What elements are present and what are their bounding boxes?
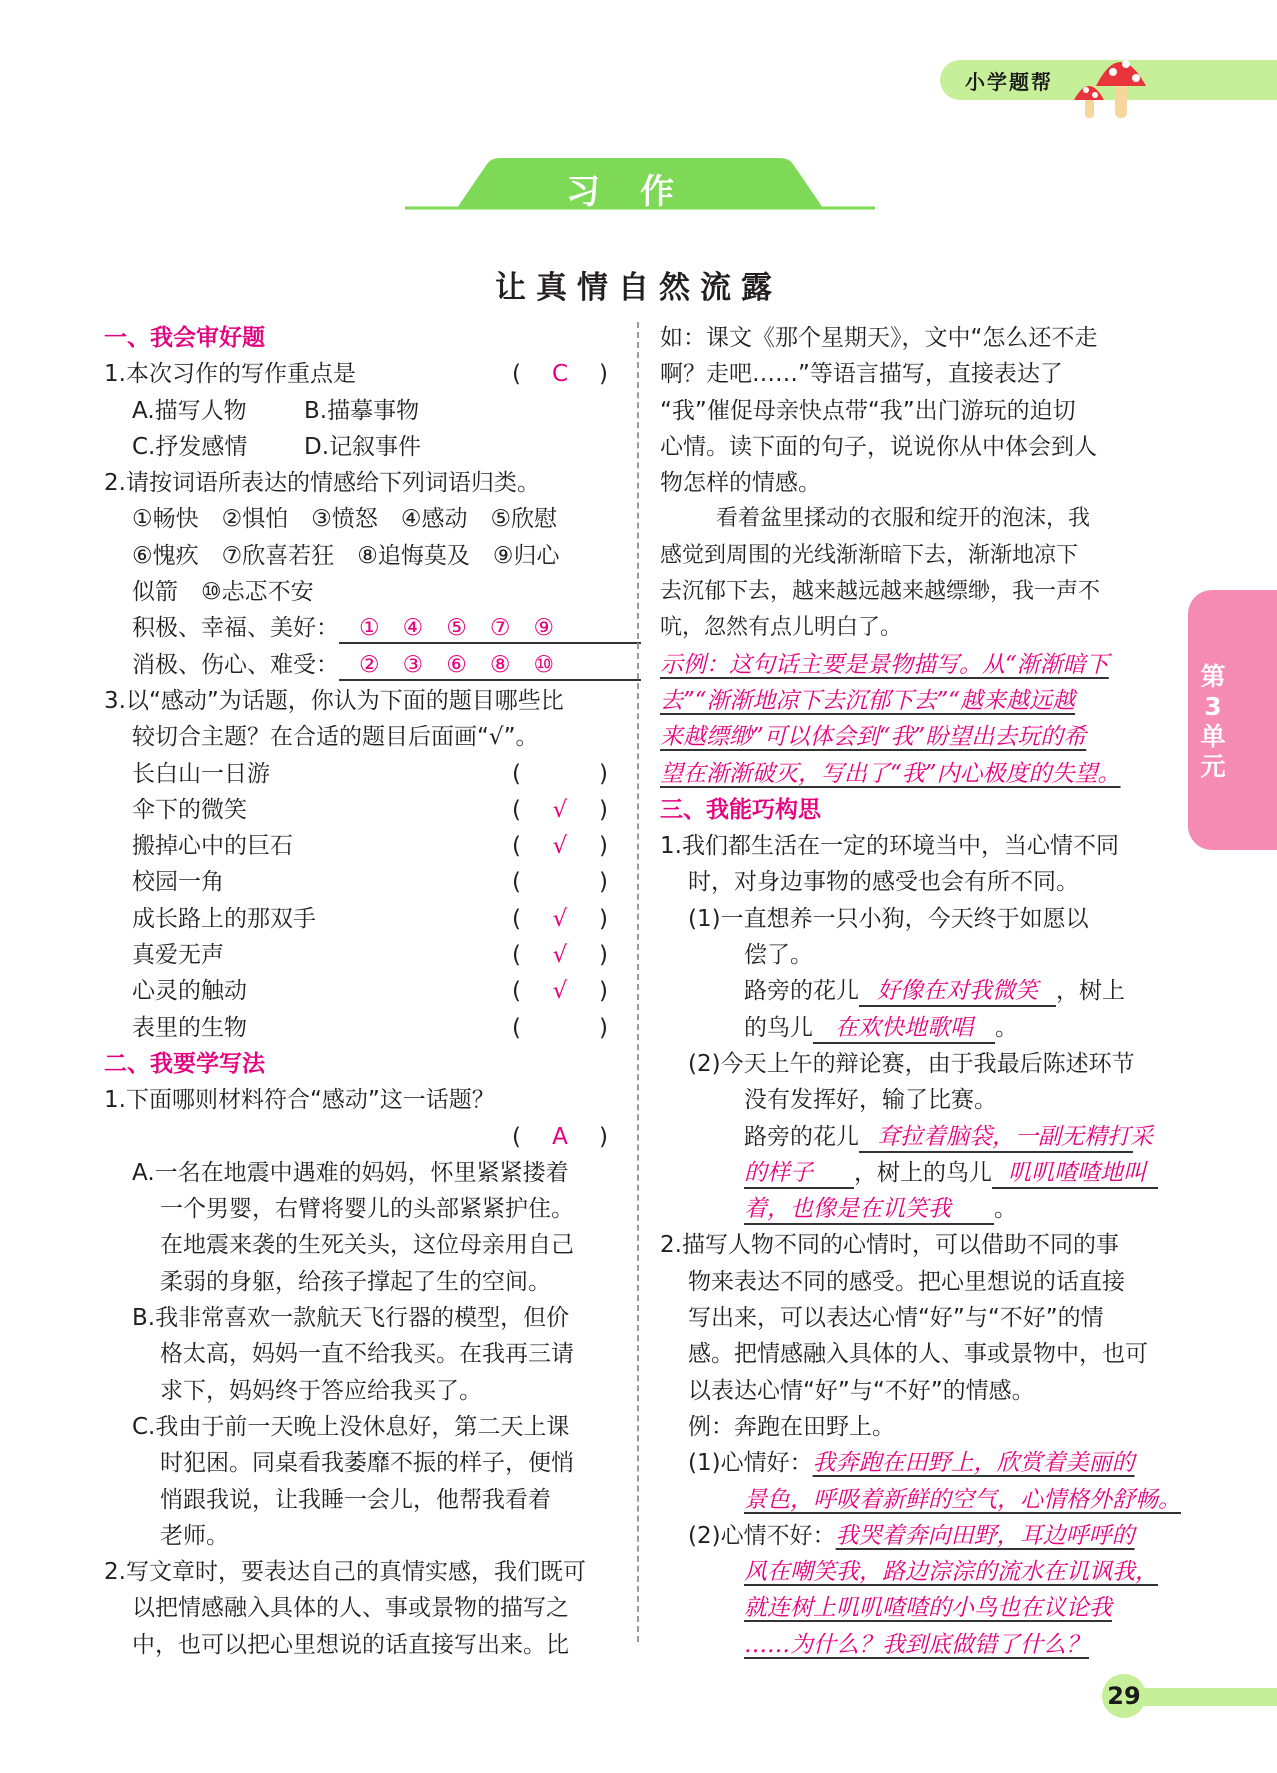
option-text-line: B.我非常喜欢一款航天飞行器的模型，但价 [132,1305,570,1332]
option-text-line: 悄跟我说，让我睡一会儿，他帮我看着 [160,1486,551,1513]
continued-text [660,320,1170,501]
unit-tab-char: 3 [1204,692,1222,721]
text-fragment: 。 [995,1014,1018,1041]
good-mood-label: (1)心情好： [688,1450,813,1477]
positive-label: 积极、幸福、美好： [132,615,339,642]
answer-blank: 在欢快地歌唱 [813,1014,995,1044]
good-mood-answer: 景色，呼吸着新鲜的空气，心情格外舒畅。 [744,1486,1181,1513]
topic-item [104,792,614,828]
section-heading: 一、我会审好题 [104,325,265,351]
option-c-block [104,1409,614,1554]
answer-paren: ( √ ) [512,901,608,937]
scenario-text-line: 偿了。 [744,942,813,969]
quote-line: 看着盆里揉动的衣服和绽开的泡沫，我 [716,506,1091,532]
answer-paren: ( √ ) [512,973,608,1009]
question-text-line: 2.写文章时，要表达自己的真情实感，我们既可 [104,1559,586,1586]
option-d: D.记叙事件 [304,433,422,460]
answer-paren: ( A ) [512,1119,608,1155]
answer-line: 望在渐渐破灭，写出了“我”内心极度的失望。 [660,760,1121,787]
bad-mood-answer [660,1627,1170,1663]
good-mood-answer: 我奔跑在田野上，欣赏着美丽的 [812,1450,1135,1477]
options-row [104,393,614,429]
topic-item [104,1010,614,1046]
topic-item [104,756,614,792]
question-text-line: 时，对身边事物的感受也会有所不同。 [688,869,1079,896]
example-line: 例：奔跑在田野上。 [688,1413,895,1440]
question-text-line: 2.描写人物不同的心情时，可以借助不同的事 [660,1232,1119,1259]
check-mark [521,1010,599,1046]
check-mark: √ [552,978,568,1005]
text-fragment: 路旁的花儿 [744,1123,859,1150]
text-fragment: 路旁的花儿 [744,978,859,1005]
question-7 [660,1227,1170,1408]
topic-label: 校园一角 [132,869,224,896]
scenario-1-answer-line [660,973,1170,1009]
question-2: 2.请按词语所表达的情感给下列词语归类。 [104,470,540,497]
check-mark [521,864,599,900]
topic-label: 表里的生物 [132,1014,247,1041]
topic-item [104,828,614,864]
scenario-text-line: 没有发挥好，输了比赛。 [744,1087,997,1114]
positive-row [104,610,614,646]
answer-line: 去”“渐渐地凉下去沉郁下去”“越来越远越 [660,687,1076,714]
right-column [660,320,1181,1663]
page-title: 习作 [566,172,714,212]
option-text-line: A.一名在地震中遇难的妈妈，怀里紧紧搂着 [132,1159,569,1186]
section-heading: 二、我要学写法 [104,1050,265,1077]
answer-blank: 的样子 [744,1159,854,1189]
answer-paren: ( C ) [512,356,608,392]
bad-mood-answer [660,1590,1170,1626]
negative-label: 消极、伤心、难受： [132,651,339,678]
check-mark: √ [552,905,568,932]
answer-paren: ( ) [512,864,608,900]
question-text-line: 以把情感融入具体的人、事或景物的描写之 [132,1595,569,1622]
quoted-passage [660,501,1170,646]
topic-label: 伞下的微笑 [132,796,247,823]
answer-paren: ( √ ) [512,937,608,973]
negative-row [104,647,614,683]
left-column [104,320,614,1663]
unit-tab-char: 单 [1200,722,1226,751]
positive-answer: ① ④ ⑤ ⑦ ⑨ [339,614,641,644]
check-mark: √ [552,796,568,823]
bad-mood-answer: 我哭着奔向田野，耳边呼呼的 [835,1522,1135,1549]
topic-item [104,864,614,900]
word-list-line: ⑥愧疚 ⑦欣喜若狂 ⑧追悔莫及 ⑨归心 [132,542,560,569]
topic-list [104,756,614,1046]
scenario-2 [660,1046,1170,1119]
text-fragment: ，树上 [1056,978,1125,1005]
bad-mood-answer [660,1554,1170,1590]
option-b-block [104,1300,614,1409]
option-text-line: 求下，妈妈终于答应给我买了。 [160,1377,482,1404]
question-3: 3.以“感动”为话题，你认为下面的题目哪些比 [104,687,564,714]
option-b: B.描摹事物 [304,397,420,424]
answer-paren: ( √ ) [512,792,608,828]
check-mark: √ [552,833,568,860]
unit-tab-label [1198,662,1228,782]
scenario-2-answer-line [660,1155,1170,1191]
answer-text: 就连树上叽叽喳喳的小鸟也在议论我 [744,1595,1112,1622]
option-text-line: 柔弱的身躯，给孩子撑起了生的空间。 [160,1268,551,1295]
option-text-line: 在地震来袭的生死关头，这位母亲用自己 [160,1232,574,1259]
brand-label: 小学题帮 [965,70,1053,94]
scenario-text-line: (1)一直想养一只小狗，今天终于如愿以 [688,905,1089,932]
topic-label: 成长路上的那双手 [132,905,316,932]
section-heading: 三、我能巧构思 [660,796,821,823]
topic-label: 真爱无声 [132,942,224,969]
essay-subtitle: 让真情自然流露 [495,270,782,306]
answer-text: ……为什么？我到底做错了什么？ [744,1631,1089,1658]
answer-blank: 着，也像是在讥笑我 [744,1195,994,1225]
text-line: 啊？走吧……”等语言描写，直接表达了 [660,361,1063,388]
text-line: 如：课文《那个星期天》，文中“怎么还不走 [660,325,1098,351]
text-fragment: ，树上的鸟儿 [854,1159,992,1186]
answer-text: 风在嘲笑我，路边淙淙的流水在讥讽我， [744,1559,1158,1586]
question-3-cont: 较切合主题？在合适的题目后面画“√”。 [132,724,539,751]
topic-label: 长白山一日游 [132,760,270,787]
option-c: C.抒发感情 [132,433,248,460]
bad-mood-label: (2)心情不好： [688,1522,836,1549]
word-list-line: 似箭 ⑩忐忑不安 [132,579,314,606]
answer-paren: ( ) [512,1010,608,1046]
question-6 [660,828,1170,901]
options-row [104,429,614,465]
question-text: 1.本次习作的写作重点是 [104,361,356,388]
word-list-line: ①畅快 ②惧怕 ③愤怒 ④感动 ⑤欣慰 [132,506,558,533]
question-text-line: 1.我们都生活在一定的环境当中，当心情不同 [660,833,1119,860]
negative-answer: ② ③ ⑥ ⑧ ⑩ [339,651,641,681]
option-text-line: 老师。 [160,1522,229,1549]
topic-label: 搬掉心中的巨石 [132,833,293,860]
option-text-line: 格太高，妈妈一直不给我买。在我再三请 [160,1341,574,1368]
bad-mood-line [660,1518,1170,1554]
answer-blank: 好像在对我微笑 [859,977,1056,1007]
topic-item [104,937,614,973]
topic-item [104,973,614,1009]
option-text-line: C.我由于前一天晚上没休息好，第二天上课 [132,1413,570,1440]
text-line: “我”催促母亲快点带“我”出门游玩的迫切 [660,397,1076,424]
column-divider [637,322,639,1642]
answer-line: 来越缥缈”可以体会到“我”盼望出去玩的希 [660,724,1087,751]
question-text-line: 物来表达不同的感受。把心里想说的话直接 [688,1268,1125,1295]
good-mood-line [660,1445,1170,1481]
option-a-block [104,1155,614,1300]
question-text-line: 以表达心情“好”与“不好”的情感。 [688,1377,1035,1404]
option-text-line: 一个男婴，右臂将婴儿的头部紧紧护住。 [160,1196,574,1223]
text-line: 物怎样的情感。 [660,470,821,497]
example-answer [660,647,1170,792]
scenario-text-line: (2)今天上午的辩论赛，由于我最后陈述环节 [688,1050,1135,1077]
question-4-answer [104,1119,614,1155]
scenario-1-answer-line [660,1010,1170,1046]
answer-value: C [551,361,569,388]
mushroom-icon [1058,42,1158,122]
scenario-2-answer-line [660,1119,1170,1155]
quote-line: 吭，忽然有点儿明白了。 [660,615,903,641]
option-text-line: 时犯困。同桌看我萎靡不振的样子，便悄 [160,1450,574,1477]
page-number: 29 [1102,1674,1146,1718]
question-text-line: 中，也可以把心里想说的话直接写出来。比 [132,1631,569,1658]
good-mood-line [660,1482,1181,1518]
quote-line: 感觉到周围的光线渐渐暗下去，渐渐地凉下 [660,542,1079,568]
answer-blank: 叽叽喳喳地叫 [992,1159,1158,1189]
text-fragment: 。 [994,1196,1017,1223]
scenario-1 [660,901,1170,974]
unit-tab-char: 元 [1200,752,1226,781]
topic-label: 心灵的触动 [132,978,247,1005]
bad-mood-answer-block [660,1554,1170,1663]
topic-item [104,901,614,937]
text-line: 心情。读下面的句子，说说你从中体会到人 [660,433,1097,460]
text-fragment: 的鸟儿 [744,1014,813,1041]
answer-blank: 耷拉着脑袋，一副无精打采 [859,1123,1133,1153]
question-5 [104,1554,614,1663]
quote-line: 去沉郁下去，越来越远越来越缥缈，我一声不 [660,579,1101,605]
scenario-2-answer-line [660,1191,1170,1227]
answer-value: A [552,1123,568,1150]
question-text-line: 写出来，可以表达心情“好”与“不好”的情 [688,1305,1104,1332]
question-text-line: 感。把情感融入具体的人、事或景物中，也可 [688,1341,1148,1368]
answer-paren: ( ) [512,756,608,792]
answer-paren: ( √ ) [512,828,608,864]
question-1 [104,356,614,392]
answer-line: 示例：这句话主要是景物描写。从“渐渐暗下 [660,651,1109,678]
question-4: 1.下面哪则材料符合“感动”这一话题？ [104,1087,495,1114]
check-mark: √ [552,942,568,969]
check-mark [521,756,599,792]
unit-tab-char: 第 [1200,662,1226,691]
option-a: A.描写人物 [132,397,247,424]
